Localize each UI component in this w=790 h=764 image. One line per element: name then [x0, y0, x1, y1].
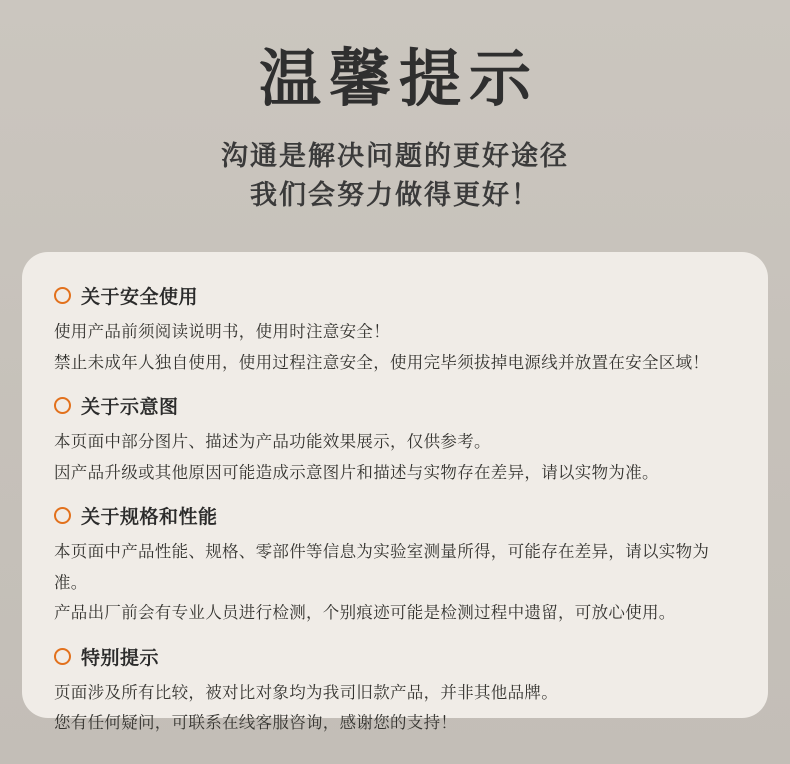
circle-outline-icon: [54, 648, 71, 665]
section-title: 特别提示: [81, 647, 160, 669]
section-line: 禁止未成年人独自使用，使用过程注意安全，使用完毕须拔掉电源线并放置在安全区域！: [54, 353, 710, 372]
circle-outline-icon: [54, 287, 71, 304]
page-title: 温馨提示: [258, 45, 539, 114]
subtitle-line-2: 我们会努力做得更好！: [250, 180, 540, 211]
circle-outline-icon: [54, 397, 71, 414]
section-header: [52, 282, 738, 309]
notice-section-special: [52, 643, 738, 739]
section-line: 本页面中产品性能、规格、零部件等信息为实验室测量所得，可能存在差异，请以实物为准。: [54, 543, 710, 592]
subtitle-line-1: 沟通是解决问题的更好途径: [221, 141, 569, 172]
section-line: 您有任何疑问，可联系在线客服咨询，感谢您的支持！: [54, 714, 458, 733]
section-line: 本页面中部分图片、描述为产品功能效果展示，仅供参考。: [54, 433, 491, 452]
section-title: 关于规格和性能: [81, 507, 218, 529]
section-header: [52, 502, 738, 529]
notice-card: [22, 252, 768, 733]
section-title: 关于安全使用: [81, 287, 199, 308]
notice-section-illustration: [52, 392, 738, 488]
section-line: 页面涉及所有比较，被对比对象均为我司旧款产品，并非其他品牌。: [54, 683, 558, 702]
section-header: [52, 392, 738, 419]
section-line: 产品出厂前会有专业人员进行检测，个别痕迹可能是检测过程中遗留，可放心使用。: [54, 604, 676, 623]
subtitle-group: [0, 137, 790, 215]
section-line: 使用产品前须阅读说明书，使用时注意安全！: [54, 323, 390, 341]
section-line: 因产品升级或其他原因可能造成示意图片和描述与实物存在差异，请以实物为准。: [54, 463, 659, 482]
page-header: [0, 0, 790, 216]
circle-outline-icon: [54, 507, 71, 524]
notice-section-safety: [52, 282, 738, 378]
section-title: 关于示意图: [81, 397, 179, 419]
notice-section-specs: [52, 502, 738, 629]
section-header: [52, 643, 738, 670]
